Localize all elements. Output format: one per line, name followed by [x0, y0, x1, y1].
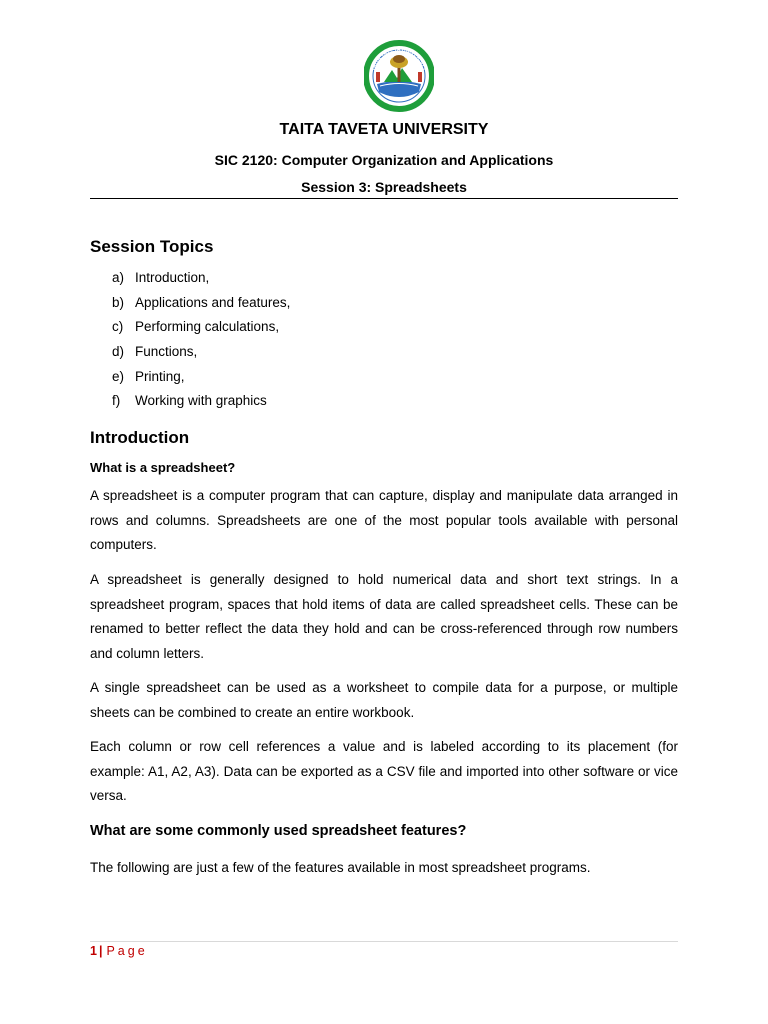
logo-shield-left: [376, 72, 380, 82]
intro-paragraph-3: A single spreadsheet can be used as a worksheet to compile data for a purpose, or multiple sheets can be combined to create an entire workbook.: [90, 680, 678, 720]
logo-tree-top: [393, 55, 405, 63]
course-title: SIC 2120: Computer Organization and Applications: [214, 152, 554, 168]
list-item: [112, 266, 290, 291]
list-item-label: Working with graphics: [135, 393, 267, 409]
list-item-label: Introduction,: [135, 270, 210, 285]
list-item: [112, 340, 290, 365]
list-item-label: Performing calculations,: [135, 319, 280, 335]
list-marker: a): [112, 270, 125, 285]
topics-list: [112, 266, 290, 414]
header-divider: [90, 198, 678, 199]
what-is-spreadsheet-heading: What is a spreadsheet?: [90, 460, 236, 475]
list-item: [112, 291, 290, 316]
list-marker: f): [112, 393, 121, 409]
list-item-label: Applications and features,: [135, 294, 291, 310]
list-item-label: Printing,: [135, 368, 185, 384]
session-title: Session 3: Spreadsheets: [301, 179, 467, 195]
list-item: [112, 315, 290, 340]
university-logo: [364, 40, 434, 112]
introduction-heading: Introduction: [90, 428, 190, 447]
page-separator: |: [98, 944, 103, 958]
logo-text: TAITA TAVETA UNIVERSITY: [370, 46, 428, 72]
intro-paragraph-2: A spreadsheet is generally designed to hold numerical data and short text strings. In a spreadsheet program, spaces that hold items of data are called spreadsheet cells. These can be renamed to better reflect the data they hold and can be cross-referenced through row numbers and column letters.: [90, 572, 678, 661]
features-intro: The following are just a few of the features available in most spreadsheet programs.: [90, 860, 591, 875]
list-item: [112, 365, 290, 390]
list-item: [112, 389, 290, 414]
page-label: Page: [106, 944, 148, 958]
intro-paragraph-1: A spreadsheet is a computer program that can capture, display and manipulate data arranged in rows and columns. Spreadsheets are one of the most popular tools available with personal computers.: [90, 488, 678, 553]
university-name: TAITA TAVETA UNIVERSITY: [279, 121, 489, 138]
page-footer: [90, 944, 148, 958]
list-marker: c): [112, 319, 124, 335]
page-number: 1: [90, 944, 97, 958]
footer-divider: [90, 941, 678, 942]
list-item-label: Functions,: [135, 344, 198, 360]
session-topics-heading: Session Topics: [90, 237, 214, 256]
features-heading: What are some commonly used spreadsheet features?: [90, 823, 467, 839]
intro-paragraph-4: Each column or row cell references a value and is labeled according to its placement (for example: A1, A2, A3). Data can be exported as a CSV file and imported into other software or vice versa.: [90, 739, 678, 804]
list-marker: e): [112, 368, 125, 384]
list-marker: d): [112, 344, 125, 360]
list-marker: b): [112, 294, 125, 310]
logo-shield-right: [418, 72, 422, 82]
